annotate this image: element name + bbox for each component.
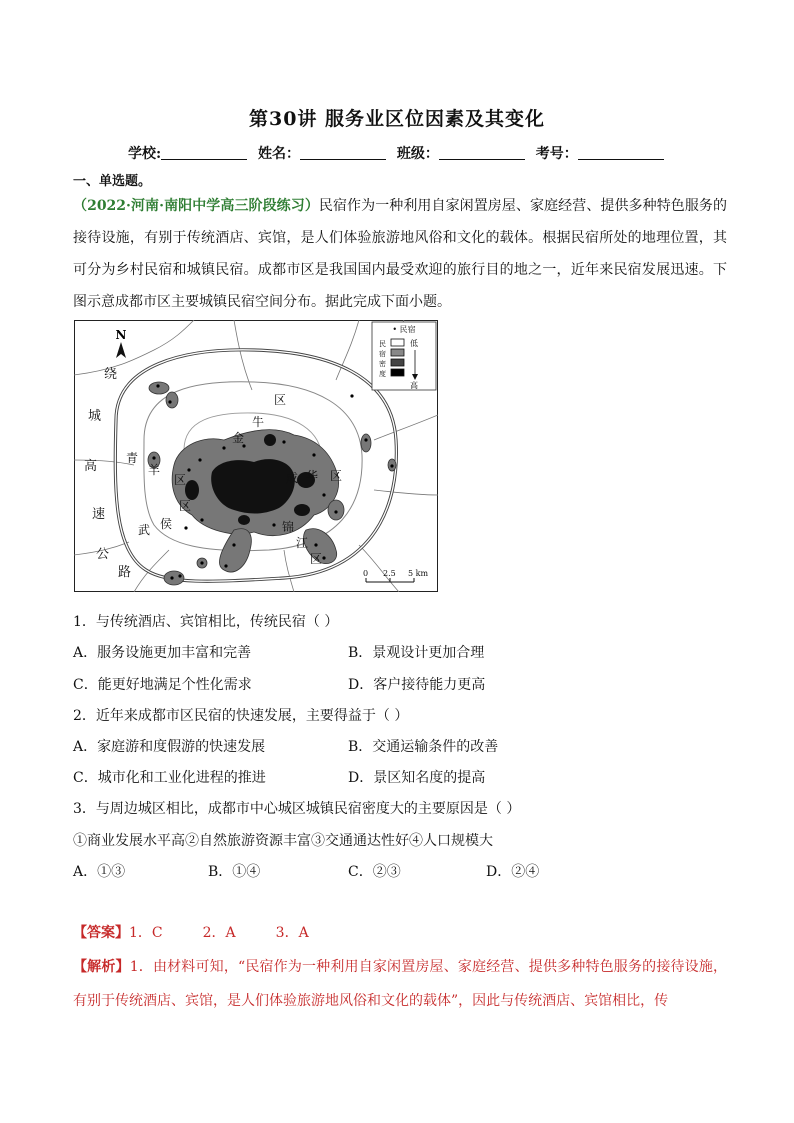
district-chenghua-2: 华	[306, 469, 319, 483]
chengdu-homestay-map	[74, 320, 438, 592]
district-jinjiang-3: 区	[310, 552, 323, 566]
explanation-label: 【解析】	[73, 959, 130, 975]
section-heading: 一、单选题。	[73, 174, 152, 189]
district-jinjiang-2: 江	[296, 536, 309, 550]
legend-dot-label: • 民宿	[392, 325, 416, 334]
answer-label: 【答案】	[73, 925, 129, 941]
class-label: 班级：	[396, 146, 439, 162]
svg-text:民: 民	[379, 340, 386, 348]
explanation	[73, 950, 727, 1018]
legend-swatch-low	[391, 339, 404, 346]
district-jinniu-3: 区	[274, 393, 287, 407]
district-jinniu-2: 牛	[252, 415, 265, 429]
question-3-stem: 3．与周边城区相比，成都市中心城区城镇民宿密度大的主要原因是（ ）	[73, 801, 521, 817]
question-2-option-b: B．交通运输条件的改善	[348, 739, 499, 755]
district-chenghua-1: 成	[286, 471, 299, 485]
svg-text:路: 路	[118, 565, 132, 580]
class-blank	[439, 145, 525, 160]
svg-text:宿: 宿	[379, 350, 386, 358]
school-label: 学校:	[128, 146, 162, 162]
district-qingyang-1: 青	[126, 451, 139, 465]
district-wuhou-1: 武	[138, 523, 151, 537]
question-2-option-d: D．景区知名度的提高	[348, 770, 486, 786]
legend-low-label: 低	[410, 339, 418, 348]
question-2-option-a: A．家庭游和度假游的快速发展	[73, 739, 266, 755]
question-1-option-c: C．能更好地满足个性化需求	[73, 677, 252, 693]
svg-text:0: 0	[363, 569, 369, 578]
question-3-option-b: B．①④	[208, 864, 261, 880]
answer-1: 1．C	[129, 925, 163, 941]
student-info-line	[128, 143, 670, 163]
district-qingyang-2: 羊	[148, 463, 161, 477]
svg-text:度: 度	[379, 370, 386, 378]
svg-text:速: 速	[92, 507, 106, 522]
district-jinjiang-1: 锦	[282, 520, 295, 534]
passage-text: 民宿作为一种利用自家闲置房屋、家庭经营、提供多种特色服务的接待设施，有别于传统酒店、宾馆，是人们体验旅游地风俗和文化的载体。根据民宿所处的地理位置，其可分为乡村民宿和城镇民宿。成都市区是我国国内最受欢迎的旅行目的地之一，近年来民宿发展迅速。下图示意成都市区主要城镇民宿空间分布。据此完成下面小题。	[73, 198, 727, 310]
name-blank	[300, 145, 386, 160]
question-3-option-c: C．②③	[348, 864, 401, 880]
question-1-option-b: B．景观设计更加合理	[348, 645, 485, 661]
question-1-option-d: D．客户接待能力更高	[348, 677, 486, 693]
svg-text:密: 密	[379, 360, 386, 368]
passage	[73, 190, 727, 318]
exam-number-blank	[578, 145, 664, 160]
district-jinniu-1: 金	[232, 431, 245, 445]
question-2-stem: 2．近年来成都市区民宿的快速发展，主要得益于（ ）	[73, 708, 409, 724]
district-chenghua-3: 区	[330, 469, 343, 483]
answer-2: 2．A	[202, 925, 236, 941]
district-qingyang-3: 区	[174, 473, 187, 487]
question-1-stem: 1．与传统酒店、宾馆相比，传统民宿（ ）	[73, 614, 339, 630]
explanation-text: 1．由材料可知，“民宿作为一种利用自家闲置房屋、家庭经营、提供多种特色服务的接待设施，有别于传统酒店、宾馆，是人们体验旅游地风俗和文化的载体”，因此与传统酒店、宾馆相比，传	[73, 959, 728, 1009]
legend-high-label: 高	[410, 381, 418, 390]
svg-text:高: 高	[84, 459, 98, 474]
district-wuhou-3: 区	[179, 499, 192, 513]
question-3-option-d: D．②④	[486, 864, 540, 880]
svg-text:绕: 绕	[104, 367, 118, 382]
name-label: 姓名：	[258, 146, 301, 162]
answer-3: 3．A	[275, 925, 309, 941]
page-title: 第30讲 服务业区位因素及其变化	[248, 108, 546, 130]
question-2-option-c: C．城市化和工业化进程的推进	[73, 770, 266, 786]
map-legend	[372, 322, 436, 390]
exam-number-label: 考号：	[535, 146, 578, 162]
answer-line	[73, 922, 309, 942]
question-3-statements: ①商业发展水平高②自然旅游资源丰富③交通通达性好④人口规模大	[73, 833, 493, 849]
passage-source: （2022·河南·南阳中学高三阶段练习）	[73, 198, 319, 214]
svg-text:公: 公	[96, 547, 110, 562]
svg-text:5 km: 5 km	[408, 569, 429, 578]
question-3-option-a: A．①③	[73, 864, 126, 880]
north-label: N	[115, 328, 127, 342]
legend-swatch-high	[391, 369, 404, 376]
svg-text:2.5: 2.5	[383, 569, 396, 578]
svg-text:城: 城	[88, 409, 102, 424]
district-wuhou-2: 侯	[160, 517, 173, 531]
question-1-option-a: A．服务设施更加丰富和完善	[73, 645, 252, 661]
school-blank	[161, 145, 247, 160]
